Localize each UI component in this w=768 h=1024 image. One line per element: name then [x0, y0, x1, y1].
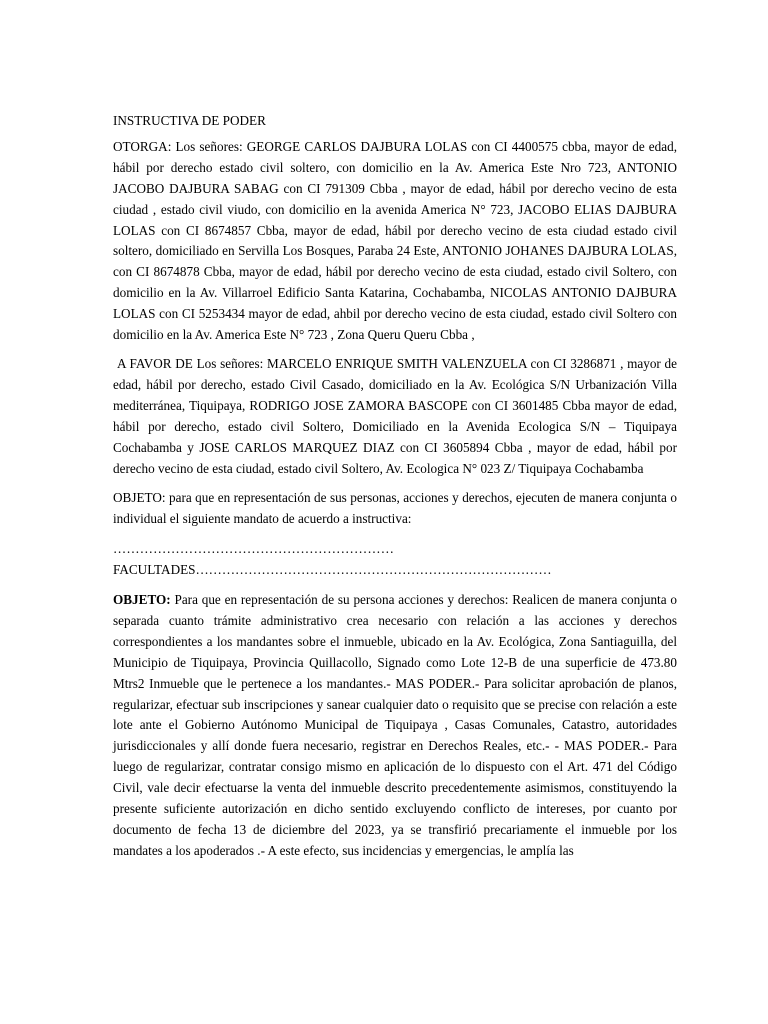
- otorga-text: Los señores: GEORGE CARLOS DAJBURA LOLAS con CI 4400575 cbba, mayor de edad, hábil por derecho estado civil soltero, con domicilio en la Av. America Este Nro 723, ANTONIO JACOBO DAJBURA SABAG con CI 791309 Cbba , mayor de edad, hábil por derecho vecino de esta ciudad , estado civil viudo, con domicilio en la avenida America N° 723, JACOBO ELIAS DAJBURA LOLAS con CI 8674857 Cbba, mayor de edad, hábil por derecho vecino de esta ciudad estado civil soltero, domiciliado en Servilla Los Bosques, Paraba 24 Este, ANTONIO JOHANES DAJBURA LOLAS, con CI 8674878 Cbba, mayor de edad, hábil por derecho vecino de esta ciudad, estado civil Soltero, con domicilio en la Av. Villarroel Edificio Santa Katarina, Cochabamba, NICOLAS ANTONIO DAJBURA LOLAS con CI 5253434 mayor de edad, ahbil por derecho vecino de esta ciudad, estado civil Soltero con domicilio en la Av. America Este N° 723 , Zona Queru Queru Cbba ,: [113, 138, 677, 343]
- objeto-label-1: OBJETO:: [113, 490, 166, 506]
- a-favor-label: A FAVOR DE: [117, 355, 193, 371]
- a-favor-paragraph: [113, 354, 677, 479]
- a-favor-text: Los señores: MARCELO ENRIQUE SMITH VALENZUELA con CI 3286871 , mayor de edad, hábil por derecho, estado Civil Casado, domiciliado en la Av. Ecológica S/N Urbanización Villa mediterránea, Tiquipaya, RODRIGO JOSE ZAMORA BASCOPE con CI 3601485 Cbba mayor de edad, hábil por derecho, estado civil Soltero, Domiciliado en la Avenida Ecologica S/N – Tiquipaya Cochabamba y JOSE CARLOS MARQUEZ DIAZ con CI 3605894 Cbba , mayor de edad, hábil por derecho vecino de esta ciudad, estado civil Soltero, Av. Ecologica N° 023 Z/ Tiquipaya Cochabamba: [113, 355, 677, 476]
- document-page: [113, 110, 677, 862]
- objeto-label-2: OBJETO:: [113, 592, 171, 608]
- objeto-text-2: Para que en representación de su persona acciones y derechos: Realicen de manera conjunta o separada cuanto trámite administrativo crea necesario con relación a las acciones y derechos correspondientes a los mandantes sobre el inmueble, ubicado en la Av. Ecológica, Zona Santiaguilla, del Municipio de Tiquipaya, Provincia Quillacollo, Signado como Lote 12-B de una superficie de 473.80 Mtrs2 Inmueble que le pertenece a los mandantes.- MAS PODER.- Para solicitar aprobación de planos, regularizar, efectuar sub inscripciones y sanear cualquier dato o requisito que se precise con relación a este lote ante el Gobierno Autónomo Municipal de Tiquipaya , Casas Comunales, Catastro, autoridades jurisdiccionales y allí donde fuera necesario, registrar en Derechos Reales, etc.- - MAS PODER.- Para luego de regularizar, contratar consigo mismo en aplicación de lo dispuesto con el Art. 471 del Código Civil, vale decir efectuarse la venta del inmueble descrito precedentemente asimismos, constituyendo la presente suficiente autorización en dicho sentido excluyendo conflicto de intereses, por cuanto por documento de fecha 13 de diciembre del 2023, ya se transfirió precariamente el inmueble por los mandates a los apoderados .- A este efecto, sus incidencias y emergencias, le amplía las: [113, 592, 677, 858]
- objeto-text-1: para que en representación de sus personas, acciones y derechos, ejecuten de manera conjunta o individual el siguiente mandato de acuerdo a instructiva:: [113, 490, 677, 527]
- document-title: INSTRUCTIVA DE PODER: [113, 113, 266, 128]
- facultades-heading: FACULTADES………………………………………………………………………: [113, 562, 552, 578]
- dotted-line: ………………………………………………………: [113, 541, 395, 557]
- objeto-paragraph-1: [113, 488, 677, 530]
- objeto-paragraph-2: [113, 590, 677, 862]
- otorga-paragraph: [113, 137, 677, 346]
- otorga-label: OTORGA:: [113, 138, 172, 154]
